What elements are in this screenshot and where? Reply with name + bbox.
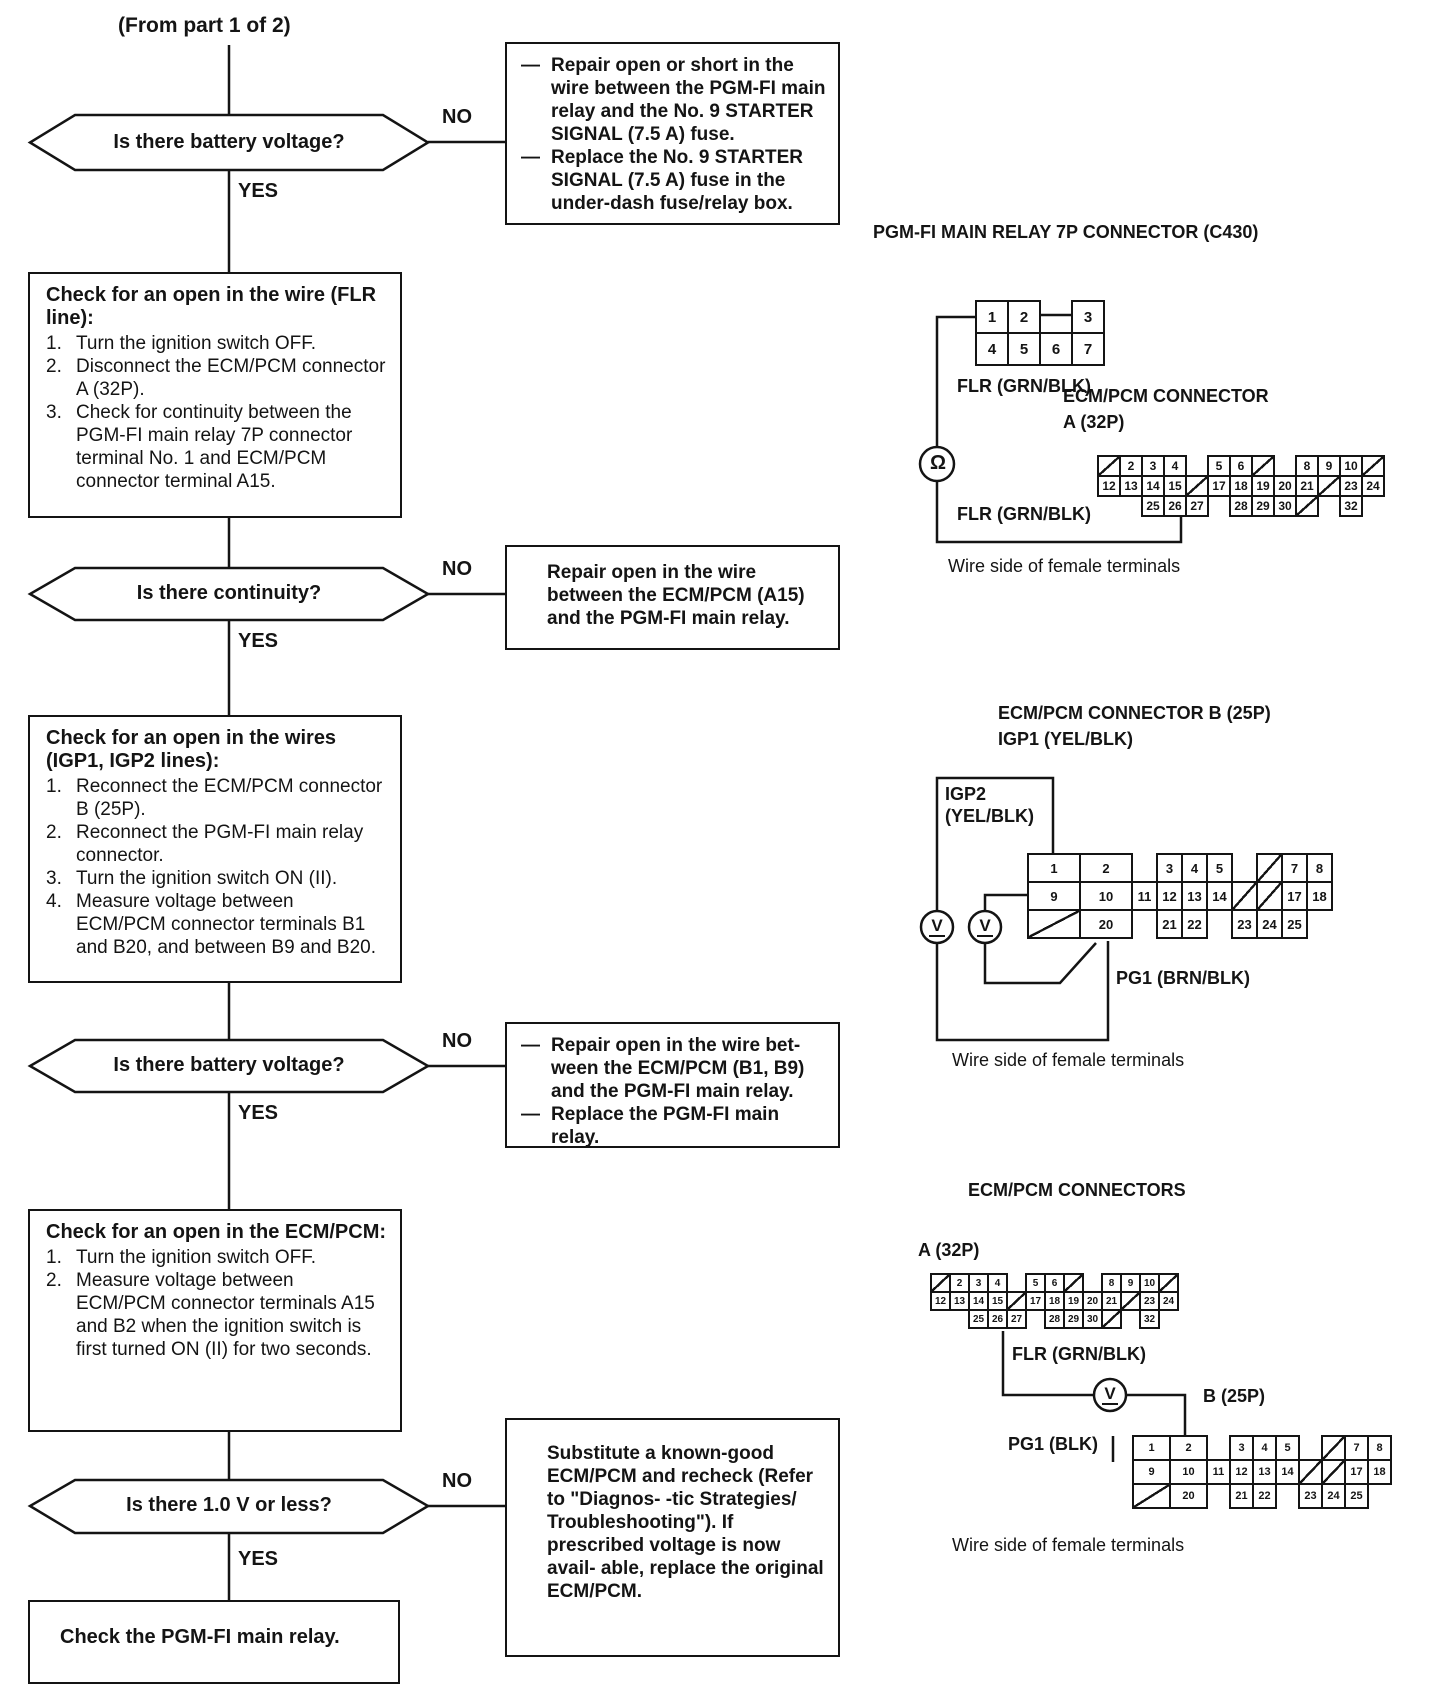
connector-cell: 15 [987, 1291, 1008, 1311]
connector-cell: 12 [1156, 881, 1183, 911]
connector-cell: 21 [1156, 909, 1183, 939]
connector-cell: 9 [1120, 1273, 1141, 1293]
connector-cell: 27 [1185, 495, 1209, 517]
connector-cell: 3 [1156, 853, 1183, 883]
connector-cell: 28 [1044, 1309, 1065, 1329]
step-number: 2. [46, 822, 62, 843]
result-box-starter-fuse [505, 42, 840, 225]
connector-row [930, 1291, 1179, 1311]
connector-cell: 13 [949, 1291, 970, 1311]
bullet-item [521, 54, 828, 146]
connector-cell: 1 [1027, 853, 1081, 883]
connector-b-25p-small [1132, 1435, 1392, 1509]
process-steps [46, 1246, 388, 1361]
connector-cell: 12 [930, 1291, 951, 1311]
final-box-check-main-relay: Check the PGM-FI main relay. [28, 1600, 400, 1684]
connector-row [975, 332, 1105, 366]
connector-cell: 18 [1044, 1291, 1065, 1311]
connector-cell-diagonal [1132, 1483, 1171, 1509]
connector-cell: 20 [1082, 1291, 1103, 1311]
process-heading: Check for an open in the wires (IGP1, IGP2 lines): [46, 727, 337, 772]
connector-cell-diagonal [1158, 1273, 1179, 1293]
connector-cell: 23 [1298, 1483, 1323, 1509]
igp2-wire-label-line2: (YEL/BLK) [945, 806, 1034, 826]
igp2-wire-label-line1: IGP2 [945, 784, 987, 804]
connector-row [1132, 1459, 1392, 1485]
connector-cell: 24 [1158, 1291, 1179, 1311]
item-text: Reconnect the ECM/PCM connector B (25P). [76, 776, 383, 820]
connector-cell: 32 [1339, 495, 1363, 517]
flr-wire-label: FLR (GRN/BLK) [1012, 1344, 1146, 1364]
connector-cell-diagonal [1321, 1435, 1346, 1461]
connector-a-32p [1097, 455, 1385, 517]
flr-wire-label-bottom: FLR (GRN/BLK) [957, 504, 1091, 524]
connector-cell: 19 [1063, 1291, 1084, 1311]
connector-cell: 2 [1007, 300, 1041, 334]
diagram-title-ecm-connectors: ECM/PCM CONNECTORS [968, 1180, 1186, 1200]
decision-battery-voltage-1: Is there battery voltage? [113, 131, 345, 153]
connector-cell-diagonal [1295, 495, 1319, 517]
wire-side-note: Wire side of female terminals [952, 1535, 1185, 1555]
step-number: 2. [46, 1270, 62, 1291]
connector-row [975, 300, 1105, 334]
connector-cell: 30 [1082, 1309, 1103, 1329]
no-label: NO [442, 558, 472, 580]
result-box-repair-b1-b9-wire [505, 1022, 840, 1148]
connector-cell: 26 [987, 1309, 1008, 1329]
step-item [46, 775, 388, 821]
connector-row [930, 1273, 1179, 1293]
yes-label: YES [238, 180, 279, 202]
connector-row [930, 1309, 1179, 1329]
ecm-connector-title-line2: A (32P) [1063, 412, 1125, 432]
connector-cell: 13 [1119, 475, 1143, 497]
connector-cell-diagonal [930, 1273, 951, 1293]
connector-cell: 10 [1169, 1459, 1208, 1485]
yes-label: YES [238, 1102, 279, 1124]
connector-cell: 12 [1097, 475, 1121, 497]
connector-cell: 4 [987, 1273, 1008, 1293]
connector-cell: 5 [1007, 332, 1041, 366]
connector-cell: 25 [1281, 909, 1308, 939]
connector-cell: 2 [949, 1273, 970, 1293]
connector-cell: 5 [1275, 1435, 1300, 1461]
connector-cell: 10 [1339, 455, 1363, 477]
volt-meter-icon: V [931, 916, 943, 935]
connector-cell: 10 [1139, 1273, 1160, 1293]
yes-label: YES [238, 1548, 279, 1570]
connector-cell: 21 [1101, 1291, 1122, 1311]
connector-cell-diagonal [1256, 853, 1283, 883]
connector-cell: 18 [1229, 475, 1253, 497]
bullet-item [521, 146, 828, 215]
wire-to-b25 [1126, 1395, 1185, 1435]
process-heading: Check for an open in the wire (FLR line): [46, 284, 377, 329]
connector-cell: 8 [1306, 853, 1333, 883]
connector-cell: 21 [1295, 475, 1319, 497]
connector-cell: 13 [1181, 881, 1208, 911]
item-text: Turn the ignition switch OFF. [76, 1247, 317, 1268]
connector-cell-diagonal [1063, 1273, 1084, 1293]
connector-cell: 1 [1132, 1435, 1171, 1461]
connector-row [1027, 853, 1333, 883]
connector-row [1132, 1435, 1392, 1461]
step-item [46, 332, 388, 355]
wire-ground-loop [937, 941, 1108, 1040]
from-part-label: (From part 1 of 2) [118, 14, 291, 37]
item-text: Measure voltage between ECM/PCM connector terminals B1 and B20, and between B9 and B20. [76, 891, 377, 958]
connector-cell: 23 [1339, 475, 1363, 497]
bullet-dash: — [521, 1035, 540, 1056]
connector-cell: 11 [1206, 1459, 1231, 1485]
connector-cell-diagonal [1251, 455, 1275, 477]
connector-cell: 12 [1229, 1459, 1254, 1485]
result-bullets [521, 54, 828, 215]
connector-cell: 8 [1101, 1273, 1122, 1293]
connector-cell: 4 [1181, 853, 1208, 883]
step-item [46, 890, 388, 959]
diagram-title-conn-b-line1: ECM/PCM CONNECTOR B (25P) [998, 703, 1271, 723]
connector-cell: 29 [1251, 495, 1275, 517]
step-item [46, 401, 388, 493]
step-number: 1. [46, 776, 62, 797]
item-text: Replace the No. 9 STARTER SIGNAL (7.5 A) fuse in the under-dash fuse/relay box. [551, 147, 803, 214]
connector-cell: 24 [1361, 475, 1385, 497]
connector-cell: 9 [1132, 1459, 1171, 1485]
step-item [46, 355, 388, 401]
connector-cell: 25 [1344, 1483, 1369, 1509]
no-label: NO [442, 1470, 472, 1492]
connector-cell: 23 [1231, 909, 1258, 939]
connector-cell: 7 [1071, 332, 1105, 366]
connector-cell-diagonal [1120, 1291, 1141, 1311]
connector-cell-diagonal [1027, 909, 1081, 939]
item-text: Replace the PGM-FI main relay. [551, 1104, 780, 1148]
pg1-blk-wire-label: PG1 (BLK) [1008, 1434, 1098, 1454]
process-box-flr-wire-check [28, 272, 402, 518]
connector-cell: 18 [1367, 1459, 1392, 1485]
wire-pg1 [985, 943, 1096, 983]
connector-cell: 14 [968, 1291, 989, 1311]
relay-7p-connector [975, 300, 1105, 366]
connector-cell: 2 [1079, 853, 1133, 883]
connector-cell: 29 [1063, 1309, 1084, 1329]
connector-b-25p [1027, 853, 1333, 939]
connector-cell: 15 [1163, 475, 1187, 497]
connector-cell: 3 [968, 1273, 989, 1293]
connector-cell-diagonal [1231, 881, 1258, 911]
connector-cell-diagonal [1006, 1291, 1027, 1311]
connector-row [1097, 455, 1385, 477]
pg1-wire-label: PG1 (BRN/BLK) [1116, 968, 1250, 988]
item-text: Measure voltage between ECM/PCM connector terminals A15 and B2 when the ignition switch is first turned ON (II) for two seconds. [76, 1270, 375, 1360]
step-item [46, 1246, 388, 1269]
connector-cell: 25 [1141, 495, 1165, 517]
wire-side-note: Wire side of female terminals [948, 556, 1181, 576]
connector-cell: 21 [1229, 1483, 1254, 1509]
connector-cell: 22 [1252, 1483, 1277, 1509]
decision-voltage-one-volt: Is there 1.0 V or less? [126, 1494, 332, 1516]
connector-cell: 20 [1273, 475, 1297, 497]
connector-cell: 20 [1169, 1483, 1208, 1509]
connector-cell: 4 [1163, 455, 1187, 477]
decision-continuity: Is there continuity? [136, 582, 322, 604]
connector-cell-diagonal [1361, 455, 1385, 477]
step-number: 1. [46, 1247, 62, 1268]
connector-row [1027, 881, 1333, 911]
connector-cell: 3 [1229, 1435, 1254, 1461]
volt-meter-icon: V [1104, 1384, 1116, 1403]
result-text: Repair open in the wire between the ECM/PCM (A15) and the PGM-FI main relay. [547, 562, 805, 629]
connector-cell: 20 [1079, 909, 1133, 939]
connector-cell: 5 [1025, 1273, 1046, 1293]
connector-cell: 8 [1367, 1435, 1392, 1461]
diagram-title-relay-7p: PGM-FI MAIN RELAY 7P CONNECTOR (C430) [873, 222, 1259, 242]
item-text: Turn the ignition switch ON (II). [76, 868, 338, 889]
connector-cell-diagonal [1101, 1309, 1122, 1329]
ohm-meter-icon: Ω [929, 452, 947, 474]
connector-cell: 6 [1229, 455, 1253, 477]
process-steps [46, 332, 388, 493]
connector-cell: 28 [1229, 495, 1253, 517]
result-text: Substitute a known-good ECM/PCM and recheck (Refer to "Diagnos- -tic Strategies/ Troubleshooting"). If prescribed voltage is now avail- able, replace the original ECM/PCM. [547, 1443, 824, 1602]
connector-cell: 13 [1252, 1459, 1277, 1485]
step-number: 3. [46, 868, 62, 889]
connector-cell: 17 [1025, 1291, 1046, 1311]
connector-cell-diagonal [1317, 475, 1341, 497]
step-number: 4. [46, 891, 62, 912]
connector-cell: 22 [1181, 909, 1208, 939]
connector-cell: 8 [1295, 455, 1319, 477]
connector-cell: 5 [1207, 455, 1231, 477]
diagram-title-conn-b-line2: IGP1 (YEL/BLK) [998, 729, 1134, 749]
connector-cell: 26 [1163, 495, 1187, 517]
step-item [46, 1269, 388, 1361]
connector-row [1097, 475, 1385, 497]
connector-cell: 10 [1079, 881, 1133, 911]
connector-cell-diagonal [1185, 475, 1209, 497]
connector-cell: 7 [1344, 1435, 1369, 1461]
wire-side-note: Wire side of female terminals [952, 1050, 1185, 1070]
decision-battery-voltage-2: Is there battery voltage? [113, 1054, 345, 1076]
item-text: Reconnect the PGM-FI main relay connector. [76, 822, 364, 866]
connector-cell: 17 [1344, 1459, 1369, 1485]
connector-a-label: A (32P) [918, 1240, 980, 1260]
item-text: Disconnect the ECM/PCM connector A (32P). [76, 356, 386, 400]
connector-cell: 14 [1275, 1459, 1300, 1485]
connector-cell: 25 [968, 1309, 989, 1329]
step-number: 1. [46, 333, 62, 354]
connector-a-32p-small [930, 1273, 1179, 1329]
connector-cell: 17 [1207, 475, 1231, 497]
connector-row [1132, 1483, 1392, 1509]
result-box-substitute-ecm [505, 1418, 840, 1657]
connector-cell: 7 [1281, 853, 1308, 883]
connector-b-label: B (25P) [1203, 1386, 1266, 1406]
connector-cell: 9 [1027, 881, 1081, 911]
connector-cell: 18 [1306, 881, 1333, 911]
bullet-item [521, 1103, 828, 1149]
connector-cell: 6 [1039, 332, 1073, 366]
step-number: 2. [46, 356, 62, 377]
result-box-repair-a15-wire [505, 545, 840, 650]
connector-cell: 23 [1139, 1291, 1160, 1311]
bullet-dash: — [521, 147, 540, 168]
connector-cell: 27 [1006, 1309, 1027, 1329]
item-text: Turn the ignition switch OFF. [76, 333, 317, 354]
bullet-dash: — [521, 1104, 540, 1125]
process-heading: Check for an open in the ECM/PCM: [46, 1221, 387, 1243]
connector-row [1027, 909, 1333, 939]
connector-cell: 9 [1317, 455, 1341, 477]
item-text: Repair open in the wire bet- ween the ECM/PCM (B1, B9) and the PGM-FI main relay. [551, 1035, 805, 1102]
connector-cell: 11 [1131, 881, 1158, 911]
step-number: 3. [46, 402, 62, 423]
connector-cell-diagonal [1321, 1459, 1346, 1485]
wire-igp1 [985, 895, 1027, 911]
connector-cell-diagonal [1097, 455, 1121, 477]
connector-cell: 14 [1141, 475, 1165, 497]
connector-cell: 6 [1044, 1273, 1065, 1293]
item-text: Repair open or short in the wire between the PGM-FI main relay and the No. 9 STARTER SIGNAL (7.5 A) fuse. [551, 55, 826, 145]
no-label: NO [442, 106, 472, 128]
connector-cell: 2 [1169, 1435, 1208, 1461]
connector-cell: 14 [1206, 881, 1233, 911]
ecm-connector-title-line1: ECM/PCM CONNECTOR [1063, 386, 1269, 406]
connector-cell: 1 [975, 300, 1009, 334]
item-text: Check for continuity between the PGM-FI main relay 7P connector terminal No. 1 and ECM/PCM connector terminal A15. [76, 402, 353, 492]
connector-cell: 30 [1273, 495, 1297, 517]
connector-row [1097, 495, 1385, 517]
connector-cell: 5 [1206, 853, 1233, 883]
connector-cell: 32 [1139, 1309, 1160, 1329]
connector-cell: 2 [1119, 455, 1143, 477]
connector-cell: 3 [1141, 455, 1165, 477]
bullet-item [521, 1034, 828, 1103]
bullet-dash: — [521, 55, 540, 76]
result-bullets [521, 1034, 828, 1149]
connector-cell-diagonal [1256, 881, 1283, 911]
yes-label: YES [238, 630, 279, 652]
connector-cell: 19 [1251, 475, 1275, 497]
connector-cell: 4 [975, 332, 1009, 366]
process-steps [46, 775, 388, 959]
connector-cell: 3 [1071, 300, 1105, 334]
step-item [46, 821, 388, 867]
connector-cell-diagonal [1298, 1459, 1323, 1485]
connector-cell: 24 [1256, 909, 1283, 939]
process-box-igp-wires-check [28, 715, 402, 983]
volt-meter-icon: V [979, 916, 991, 935]
process-box-ecm-pcm-check [28, 1209, 402, 1432]
connector-cell: 4 [1252, 1435, 1277, 1461]
connector-cell: 24 [1321, 1483, 1346, 1509]
flr-wire-label-top: FLR (GRN/BLK) [957, 376, 1091, 396]
connector-cell: 17 [1281, 881, 1308, 911]
step-item [46, 867, 388, 890]
no-label: NO [442, 1030, 472, 1052]
